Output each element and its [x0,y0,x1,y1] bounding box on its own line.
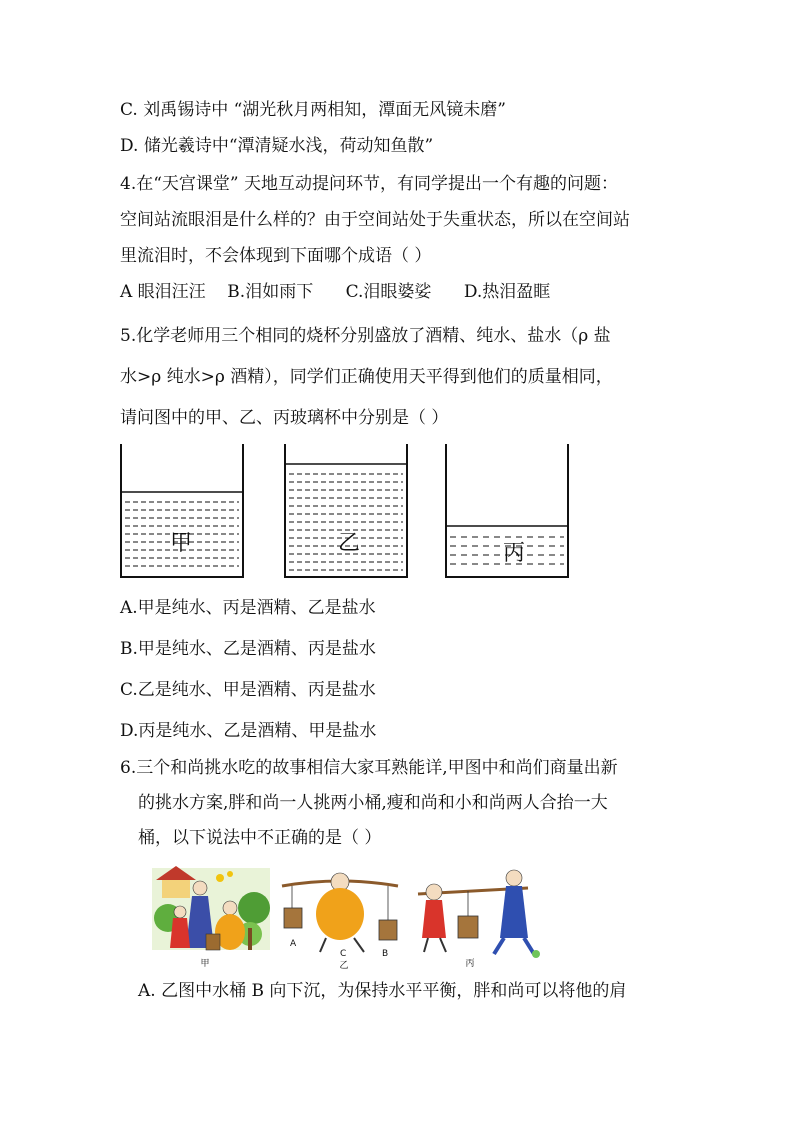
q5-option-b: B.甲是纯水、乙是酒精、丙是盐水 [120,639,376,659]
caption-jia: 甲 [200,959,210,969]
caption-bing: 丙 [465,959,475,969]
q3-option-d: D. 储光羲诗中“潭清疑水浅，荷动知鱼散” [120,136,434,156]
q6-stem-line3: 桶，以下说法中不正确的是（ ） [138,828,382,848]
q4-stem-line2: 空间站流眼泪是什么样的？由于空间站处于失重状态，所以在空间站 [120,210,630,230]
label-bucket-a: A [290,939,297,949]
q5-option-c: C.乙是纯水、甲是酒精、丙是盐水 [120,680,376,700]
q5-stem-line3: 请问图中的甲、乙、丙玻璃杯中分别是（ ） [120,408,449,428]
label-point-c: C [340,949,347,959]
beaker-bing-label: 丙 [502,541,526,566]
q6-stem-line2: 的挑水方案,胖和尚一人挑两小桶,瘦和尚和小和尚两人合抬一大 [138,793,608,813]
panel-jia-scene [152,866,270,950]
q6-option-a: A. 乙图中水桶 B 向下沉，为保持水平平衡，胖和尚可以将他的肩 [138,981,627,1001]
beaker-bing-figure [444,444,571,580]
q3-option-c: C. 刘禹锡诗中 “湖光秋月两相知，潭面无风镜未磨” [120,100,506,120]
label-bucket-b: B [382,949,389,959]
beaker-jia-figure [119,444,246,580]
q4-stem-line3: 里流泪时，不会体现到下面哪个成语（ ） [120,246,432,266]
caption-yi: 乙 [339,961,349,971]
q6-stem-line1: 6.三个和尚挑水吃的故事相信大家耳熟能详,甲图中和尚们商量出新 [120,758,618,778]
three-monks-illustration [150,858,540,973]
q5-option-a: A.甲是纯水、丙是酒精、乙是盐水 [120,598,376,618]
beaker-yi-figure [283,444,410,580]
q5-stem-line1: 5.化学老师用三个相同的烧杯分别盛放了酒精、纯水、盐水（ρ 盐 [120,326,611,346]
q4-options: A 眼泪汪汪 B.泪如雨下 C.泪眼婆娑 D.热泪盈眶 [120,282,551,302]
panel-yi-scene [282,873,398,952]
panel-bing-scene [418,870,540,958]
q4-stem-line1: 4.在“天宫课堂” 天地互动提问环节，有同学提出一个有趣的问题： [120,174,619,194]
q5-option-d: D.丙是纯水、乙是酒精、甲是盐水 [120,721,377,741]
beaker-jia-label: 甲 [169,531,193,556]
q5-stem-line2: 水>ρ 纯水>ρ 酒精），同学们正确使用天平得到他们的质量相同， [120,367,613,387]
beaker-yi-label: 乙 [337,531,361,556]
